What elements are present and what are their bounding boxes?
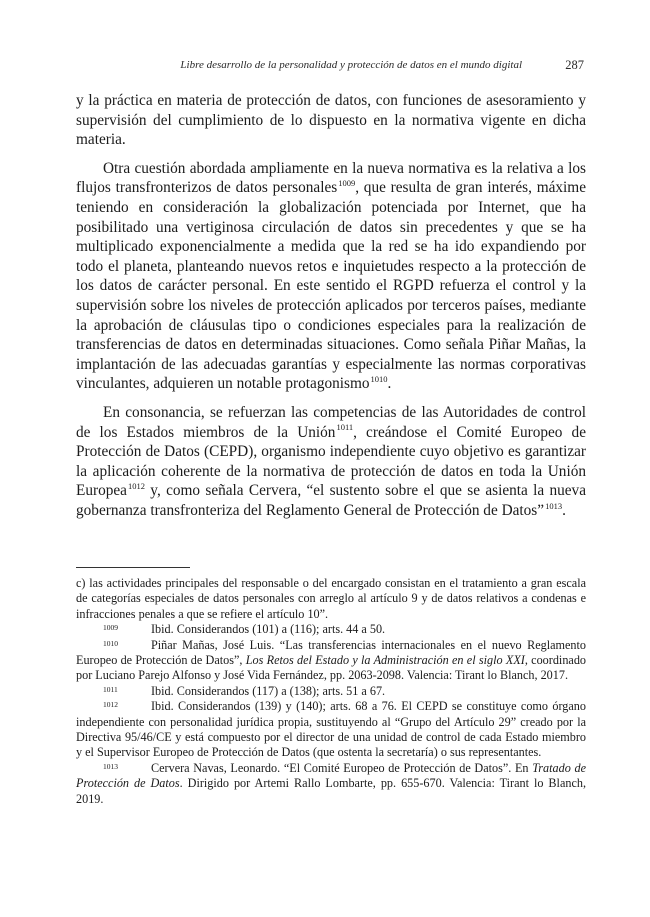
paragraph-3 bbox=[76, 403, 586, 521]
footnote-continued bbox=[76, 576, 586, 622]
body-text bbox=[76, 91, 586, 520]
footnote-1012: 1012 Ibid. Considerandos (139) y (140); arts. 68 a 76. El CEPD se constituye como órgano independiente con personalidad jurídica propia, sustituyendo al “Grupo del Artículo 29” creado por la Directiva 95/46/CE y está compuesto por el director de una unidad de control de cada Estado miembro y el Supervisor Europeo de Protección de Datos (que ostenta la secretaría) o sus representantes. bbox=[76, 699, 586, 760]
text-run: , que resulta de gran interés, máxime teniendo en consideración la globalización potenciada por Internet, que ha posibilitado una vertiginosa circulación de datos sin precedentes y que se ha multiplicado exponencialmente a medida que la red se ha ido expandiendo por todo el planeta, planteando nuevos retos e inquietudes respecto a la protección de los datos de carácter personal. En este sentido el RGPD refuerza el control y la supervisión sobre los niveles de protección aplicados por terceros países, mediante la aprobación de cláusulas tipo o condiciones especiales para la realización de transferencias de datos en determinadas situaciones. Como señala Piñar Mañas, la implantación de las adecuadas garantías y especialmente las normas corporativas vinculantes, adquieren un notable protagonismo bbox=[76, 179, 586, 393]
text-run: . bbox=[387, 375, 392, 393]
italic-text: Los Retos del Estado y la Administración en el siglo XXI bbox=[245, 653, 525, 668]
footnote-reference: 1010 bbox=[370, 374, 388, 385]
text-run: Otra cuestión abordada ampliamente en la nueva normativa es la relativa a los flujos transfronterizos de datos personales bbox=[76, 159, 586, 197]
footnote-reference: 1011 bbox=[336, 422, 354, 433]
text-run: Cervera Navas, Leonardo. “El Comité Europeo de Protección de Datos”. En bbox=[151, 760, 533, 775]
italic-text: Tratado de Protección de Datos bbox=[76, 760, 586, 791]
footnotes bbox=[76, 576, 586, 807]
text-run: c) las actividades principales del responsable o del encargado consistan en el tratamiento a gran escala de categorías especiales de datos personales con arreglo al artículo 9 y de datos relativos a condenas e infracciones penales a que se refiere el artículo 10”. bbox=[76, 576, 586, 621]
text-run: y, como señala Cervera, “el sustento sobre el que se asienta la nueva gobernanza transfronteriza del Reglamento General de Protección de Datos” bbox=[76, 482, 586, 519]
text-run: Ibid. Considerandos (117) a (138); arts. 51 a 67. bbox=[151, 683, 386, 698]
text-run: Piñar Mañas, José Luis. “Las transferencias internacionales en el nuevo Reglamento Europeo de Protección de Datos”, bbox=[76, 637, 586, 668]
page-header bbox=[76, 57, 584, 77]
footnote-1009: 1009 Ibid. Considerandos (101) a (116); arts. 44 a 50. bbox=[103, 622, 386, 637]
footnote-reference: 1009 bbox=[338, 178, 356, 189]
paragraph-2 bbox=[76, 159, 586, 394]
text-run: y la práctica en materia de protección de datos, con funciones de asesoramiento y supervisión del cumplimiento de lo dispuesto en la normativa vigente en dicha materia. bbox=[76, 92, 586, 149]
page-number: 287 bbox=[565, 58, 584, 72]
text-run: Ibid. Considerandos (139) y (140); arts. 68 a 76. El CEPD se constituye como órgano independiente con personalidad jurídica propia, sustituyendo al “Grupo del Artículo 29” creado por la Directiva 95/46/CE y está compuesto por el director de una unidad de control de cada Estado miembro y el Supervisor Europeo de Protección de Datos (que ostenta la secretaría) o sus representantes. bbox=[76, 699, 586, 760]
text-run: Ibid. Considerandos (101) a (116); arts. 44 a 50. bbox=[151, 622, 386, 637]
text-run: . Dirigido por Artemi Rallo Lombarte, pp. 655-670. Valencia: Tirant lo Blanch, 2019. bbox=[76, 776, 586, 806]
text-run: , creándose el Comité Europeo de Protección de Datos (CEPD), organismo independiente cuyo objetivo es garantizar la aplicación coherente de la normativa de protección de datos en toda la Unión Europea bbox=[76, 423, 586, 500]
text-run: . bbox=[562, 501, 566, 519]
footnote-1010: 1010 Piñar Mañas, José Luis. “Las transferencias internacionales en el nuevo Reglamento Europeo de Protección de Datos”, Los Retos del Estado y la Administración en el siglo XXI, coordinado por Luciano Parejo Alfonso y José Vida Fernández, pp. 2063-2098. Valencia: Tirant lo Blanch, 2017. bbox=[76, 637, 587, 683]
text-run: En consonancia, se refuerzan las competencias de las Autoridades de control de los Estados miembros de la Unión bbox=[76, 403, 586, 441]
footnote-1013: 1013 Cervera Navas, Leonardo. “El Comité Europeo de Protección de Datos”. En Tratado de Protección de Datos. Dirigido por Artemi Rallo Lombarte, pp. 655-670. Valencia: Tirant lo Blanch, 2019. bbox=[76, 760, 586, 806]
footnote-reference: 1013 bbox=[545, 500, 563, 511]
footnote-separator bbox=[76, 567, 190, 568]
running-title: Libre desarrollo de la personalidad y protección de datos en el mundo digital bbox=[180, 59, 522, 71]
footnote-1011: 1011 Ibid. Considerandos (117) a (138); arts. 51 a 67. bbox=[103, 683, 386, 698]
footnote-reference: 1012 bbox=[127, 481, 145, 492]
paragraph-1 bbox=[76, 91, 586, 150]
text-run: , coordinado por Luciano Parejo Alfonso y José Vida Fernández, pp. 2063-2098. Valencia: Tirant lo Blanch, 2017. bbox=[76, 653, 587, 683]
